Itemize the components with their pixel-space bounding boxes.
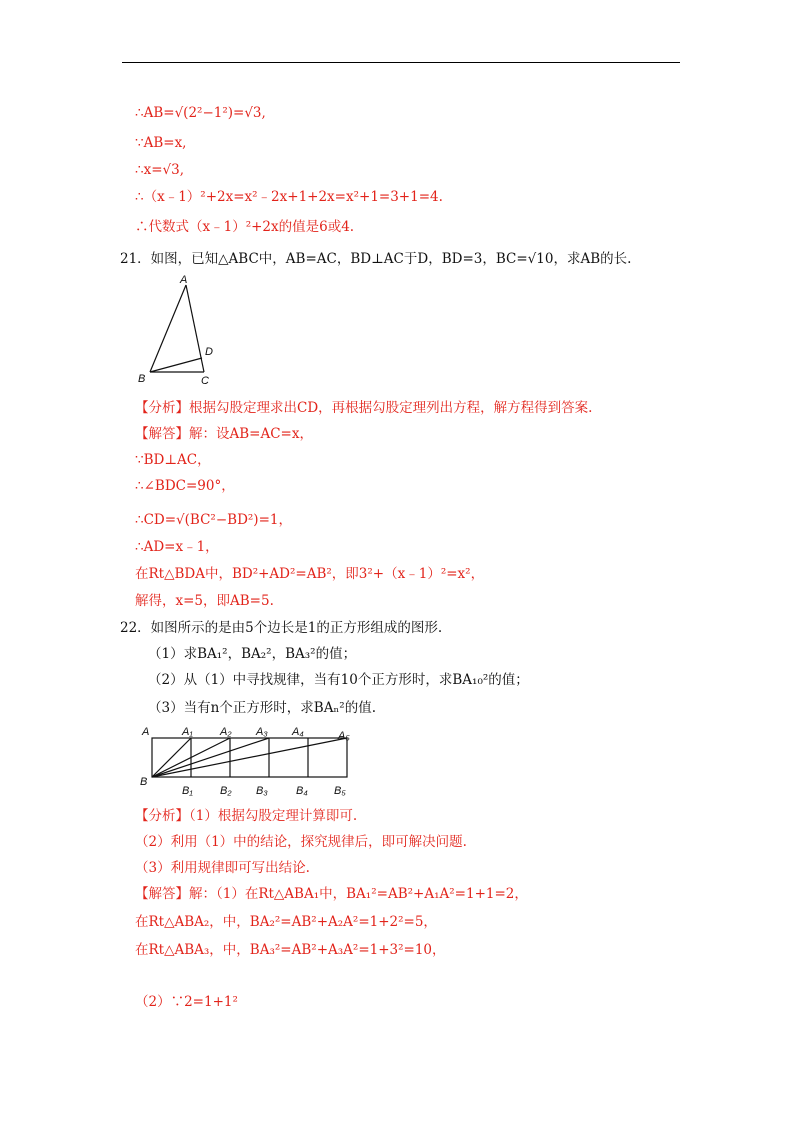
- label-a: A: [180, 274, 188, 286]
- answer-line: 在Rt△ABA₃，中，BA₃²=AB²+A₃A²=1+3²=10，: [135, 942, 446, 958]
- label-b1: B₁: [182, 785, 193, 797]
- answer-line: ∴AD=x﹣1，: [135, 539, 219, 555]
- question-21: 21．如图，已知△ABC中，AB=AC，BD⊥AC于D，BD=3，BC=√10，求AB的长.: [120, 251, 632, 267]
- analysis-line: 【分析】根据勾股定理求出CD，再根据勾股定理列出方程，解方程得到答案.: [135, 400, 593, 416]
- triangle-figure: [138, 272, 228, 390]
- label-b: B: [138, 373, 146, 385]
- label-a2: A₂: [220, 726, 232, 738]
- solution-line: ∵AB=x,: [135, 135, 187, 151]
- question-22-part3: （3）当有n个正方形时，求BAₙ²的值.: [148, 700, 376, 716]
- question-22-part2: （2）从（1）中寻找规律，当有10个正方形时，求BA₁₀²的值；: [148, 672, 529, 688]
- answer-line: 解得，x=5，即AB=5.: [135, 593, 274, 609]
- label-d: D: [205, 346, 213, 358]
- label-a3: A₃: [256, 726, 268, 738]
- label-b5: B₅: [334, 785, 346, 797]
- answer-line: （2）∵2=1+1²: [135, 994, 238, 1010]
- answer-line: ∵BD⊥AC，: [135, 452, 211, 468]
- label-b: B: [140, 776, 148, 788]
- label-a5: A₅: [338, 730, 350, 742]
- label-b4: B₄: [296, 785, 308, 797]
- answer-line: 【解答】解：设AB=AC=x，: [135, 426, 313, 442]
- analysis-line: （2）利用（1）中的结论，探究规律后，即可解决问题.: [135, 834, 467, 850]
- analysis-line: （3）利用规律即可写出结论.: [135, 860, 310, 876]
- answer-line: 【解答】解：（1）在Rt△ABA₁中，BA₁²=AB²+A₁A²=1+1=2，: [135, 886, 528, 902]
- label-a1: A₁: [182, 726, 193, 738]
- question-22-part1: （1）求BA₁²，BA₂²，BA₃²的值；: [148, 646, 357, 662]
- solution-line: ∴AB=√(2²−1²)=√3,: [135, 105, 266, 121]
- answer-line: ∴CD=√(BC²−BD²)=1，: [135, 512, 292, 528]
- label-a: A: [142, 726, 150, 738]
- analysis-line: 【分析】（1）根据勾股定理计算即可.: [135, 808, 358, 824]
- answer-line: ∴∠BDC=90°，: [135, 478, 235, 494]
- label-b2: B₂: [220, 785, 232, 797]
- label-a4: A₄: [292, 726, 304, 738]
- answer-line: 在Rt△ABA₂，中，BA₂²=AB²+A₂A²=1+2²=5，: [135, 914, 437, 930]
- squares-figure: [138, 722, 358, 800]
- solution-line: ∴代数式（x﹣1）²+2x的值是6或4.: [135, 219, 355, 235]
- label-c: C: [201, 375, 209, 387]
- answer-line: 在Rt△BDA中，BD²+AD²=AB²，即3²+（x﹣1）²=x²，: [135, 566, 485, 582]
- solution-line: ∴（x﹣1）²+2x=x²﹣2x+1+2x=x²+1=3+1=4.: [135, 189, 443, 205]
- header-rule: [122, 62, 680, 63]
- solution-line: ∴x=√3,: [135, 162, 184, 178]
- question-22: 22．如图所示的是由5个边长是1的正方形组成的图形.: [120, 620, 443, 636]
- label-b3: B₃: [256, 785, 268, 797]
